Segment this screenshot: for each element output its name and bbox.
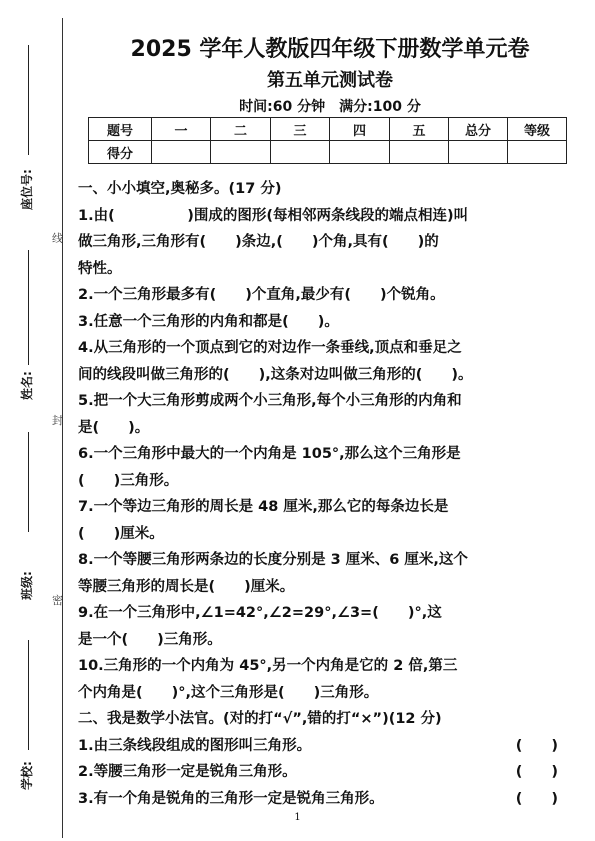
question-line: 是一个( )三角形。	[78, 631, 222, 648]
score-table	[88, 117, 567, 164]
class-line	[28, 432, 29, 532]
score-header-cell: 四	[330, 118, 390, 141]
score-header-cell: 三	[271, 118, 330, 141]
page-title: 2025 学年人教版四年级下册数学单元卷	[130, 37, 530, 62]
question-line: 6.一个三角形中最大的一个内角是 105°,那么这个三角形是	[78, 446, 461, 462]
question-line: 间的线段叫做三角形的( ),这条对边叫做三角形的( )。	[78, 366, 473, 383]
question-line: 是( )。	[78, 419, 150, 436]
score-row	[89, 141, 567, 164]
question-line: 特性。	[78, 260, 122, 277]
score-header-cell: 题号	[89, 118, 152, 141]
question-line: 等腰三角形的周长是( )厘米。	[78, 578, 295, 595]
answer-blank[interactable]: ( )	[515, 764, 558, 780]
question-line: 4.从三角形的一个顶点到它的对边作一条垂线,顶点和垂足之	[78, 340, 462, 356]
answer-blank[interactable]: ( )	[515, 790, 558, 807]
score-cell[interactable]	[271, 141, 330, 164]
score-cell[interactable]	[211, 141, 271, 164]
score-header-cell: 二	[211, 118, 271, 141]
binding-margin	[0, 0, 66, 841]
question-line: ( )厘米。	[78, 525, 164, 542]
score-header-row	[89, 118, 567, 141]
score-header-cell: 等级	[508, 118, 567, 141]
score-cell[interactable]	[508, 141, 567, 164]
question-line: 10.三角形的一个内角为 45°,另一个内角是它的 2 倍,第三	[78, 658, 458, 674]
true-false-item	[78, 786, 572, 813]
true-false-item	[78, 733, 572, 760]
question-line: 8.一个等腰三角形两条边的长度分别是 3 厘米、6 厘米,这个	[78, 552, 468, 568]
question-line: 3.任意一个三角形的内角和都是( )。	[78, 313, 339, 330]
exam-content	[78, 176, 572, 812]
page-number: 1	[294, 812, 301, 823]
name-label: 姓名:	[20, 371, 34, 400]
seal-char-secret: 密	[52, 594, 63, 607]
page-subtitle: 第五单元测试卷	[267, 70, 393, 91]
seat-line	[28, 45, 29, 155]
class-label: 班级:	[20, 571, 34, 600]
question-line: 1.由( )围成的图形(每相邻两条线段的端点相连)叫	[78, 207, 469, 224]
question-line: 5.把一个大三角形剪成两个小三角形,每个小三角形的内角和	[78, 393, 462, 409]
question-line: ( )三角形。	[78, 472, 179, 489]
score-cell[interactable]	[152, 141, 211, 164]
binding-divider	[62, 18, 63, 838]
question-line: 做三角形,三角形有( )条边,( )个角,具有( )的	[78, 234, 439, 250]
score-header-cell: 总分	[449, 118, 508, 141]
question-line: 9.在一个三角形中,∠1=42°,∠2=29°,∠3=( )°,这	[78, 605, 442, 621]
name-line	[28, 250, 29, 365]
score-row-label: 得分	[89, 141, 152, 164]
true-false-text: 3.有一个角是锐角的三角形一定是锐角三角形。	[78, 790, 384, 807]
section-heading: 二、我是数学小法官。(对的打“√”,错的打“×”)(12 分)	[78, 711, 442, 727]
answer-blank[interactable]: ( )	[515, 737, 558, 754]
question-line: 个内角是( )°,这个三角形是( )三角形。	[78, 684, 379, 701]
score-header-cell: 一	[152, 118, 211, 141]
score-cell[interactable]	[390, 141, 449, 164]
question-line: 7.一个等边三角形的周长是 48 厘米,那么它的每条边长是	[78, 499, 449, 515]
question-line: 2.一个三角形最多有( )个直角,最少有( )个锐角。	[78, 287, 445, 303]
section-heading: 一、小小填空,奥秘多。(17 分)	[78, 181, 282, 197]
true-false-text: 2.等腰三角形一定是锐角三角形。	[78, 764, 297, 780]
score-cell[interactable]	[449, 141, 508, 164]
seal-char-line: 线	[52, 232, 63, 245]
seat-label: 座位号:	[20, 169, 34, 210]
score-header-cell: 五	[390, 118, 449, 141]
true-false-item	[78, 759, 572, 786]
school-label: 学校:	[20, 761, 34, 790]
true-false-text: 1.由三条线段组成的图形叫三角形。	[78, 737, 312, 754]
score-cell[interactable]	[330, 141, 390, 164]
exam-time-info: 时间:60 分钟 满分:100 分	[239, 99, 421, 115]
school-line	[28, 640, 29, 750]
seal-char-seal: 封	[52, 414, 63, 427]
